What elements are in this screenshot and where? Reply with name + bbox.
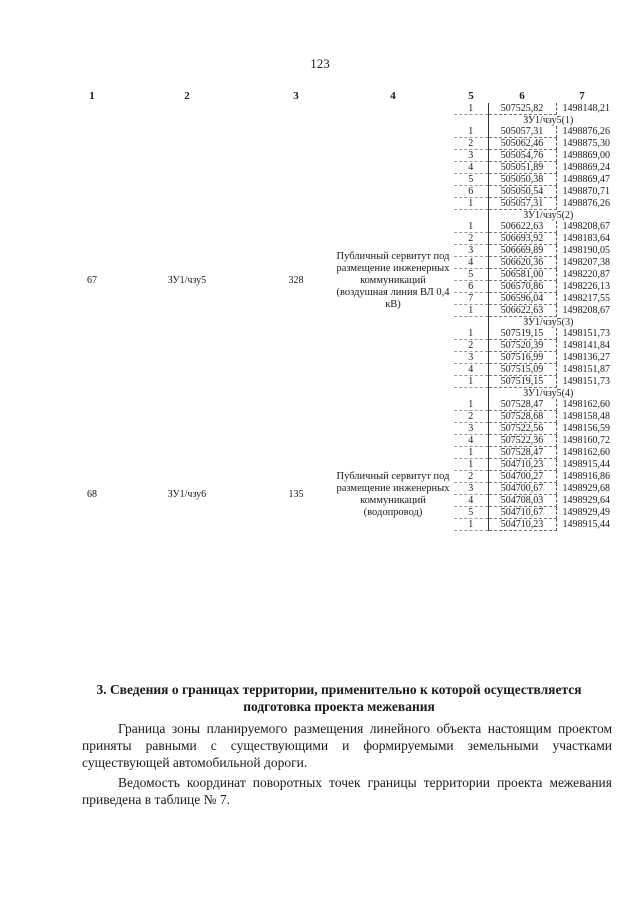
point-number: 2	[454, 233, 488, 245]
coord-y: 1498220,87	[562, 269, 610, 280]
area-value: 328	[288, 275, 304, 287]
paragraph: Ведомость координат поворотных точек границы территории проекта межевания приведена в таблице № 7.	[82, 775, 612, 807]
coord-y: 1498151,73	[562, 376, 610, 387]
point-number: 1	[454, 221, 488, 233]
coord-x: 504700,67	[488, 483, 556, 495]
zone-id: ЗУ1/чзу6	[167, 489, 207, 500]
coord-x: 506581,00	[488, 269, 556, 281]
coord-y: 1498158,48	[562, 411, 610, 422]
paragraph: Граница зоны планируемого размещения линейного объекта настоящим проектом приняты равными с существующими и формируемыми земельными участками существующей автомобильной дороги.	[82, 721, 612, 770]
point-number: 1	[454, 459, 488, 471]
coord-x: 506622,63	[488, 221, 556, 233]
coord-y: 1498876,26	[562, 198, 610, 209]
coord-y: 1498208,67	[562, 305, 610, 316]
coord-y: 1498915,44	[562, 519, 610, 530]
coord-y: 1498148,21	[562, 103, 610, 115]
coordinates-table	[70, 90, 608, 531]
point-number: 3	[454, 423, 488, 435]
coord-y: 1498870,71	[562, 186, 610, 197]
point-number: 3	[454, 352, 488, 364]
point-number: 5	[454, 269, 488, 281]
point-number: 3	[454, 483, 488, 495]
coord-y: 1498869,47	[562, 174, 610, 185]
coord-y: 1498160,72	[562, 435, 610, 446]
coord-x: 507525,82	[488, 103, 556, 115]
record-number: 68	[87, 489, 97, 500]
coord-x: 506669,89	[488, 245, 556, 257]
coord-x: 505050,54	[488, 186, 556, 198]
point-number: 1	[454, 447, 488, 459]
coord-x: 507528,47	[488, 399, 556, 411]
coord-x: 507528,68	[488, 411, 556, 423]
empty-cell	[454, 317, 488, 329]
coord-y: 1498875,30	[562, 138, 610, 149]
column-header: 6	[519, 90, 525, 102]
coord-y: 1498929,49	[562, 507, 610, 518]
coord-x: 506693,92	[488, 233, 556, 245]
coord-x: 507516,99	[488, 352, 556, 364]
coord-x: 505057,31	[488, 198, 556, 210]
coord-y: 1498916,86	[562, 471, 610, 482]
coord-y: 1498183,64	[562, 233, 610, 244]
record-description: Публичный сервитут под размещение инженерных коммуникаций (водопровод)	[336, 470, 450, 518]
coord-x: 505062,46	[488, 138, 556, 150]
subgroup-label: ЗУ1/чзу5(2)	[488, 210, 608, 222]
coord-y: 1498869,24	[562, 162, 610, 173]
point-number: 1	[454, 305, 488, 317]
section-heading: 3. Сведения о границах территории, применительно к которой осуществляется подготовка проекта межевания	[96, 682, 582, 714]
point-number: 1	[454, 126, 488, 138]
coord-x: 505057,31	[488, 126, 556, 138]
point-number: 3	[454, 150, 488, 162]
table-row	[70, 103, 608, 115]
coord-y: 1498156,59	[562, 423, 610, 434]
coord-x: 506570,86	[488, 281, 556, 293]
coord-x: 507522,56	[488, 423, 556, 435]
column-header: 7	[579, 90, 585, 102]
empty-cell	[454, 388, 488, 400]
point-number: 1	[454, 103, 488, 115]
coord-y: 1498190,05	[562, 245, 610, 256]
coord-x: 507522,36	[488, 435, 556, 447]
point-number: 1	[454, 399, 488, 411]
coord-x: 507515,09	[488, 364, 556, 376]
column-header: 4	[390, 90, 396, 102]
coord-x: 505050,38	[488, 174, 556, 186]
coord-x: 507519,15	[488, 328, 556, 340]
point-number: 2	[454, 138, 488, 150]
coord-y: 1498876,26	[562, 126, 610, 138]
point-number: 2	[454, 340, 488, 352]
coord-y: 1498217,55	[562, 293, 610, 304]
point-number: 4	[454, 435, 488, 447]
point-number: 1	[454, 328, 488, 340]
point-number: 4	[454, 495, 488, 507]
subgroup-label: ЗУ1/чзу5(3)	[488, 317, 608, 329]
point-number: 1	[454, 519, 488, 531]
record-description: Публичный сервитут под размещение инженерных коммуникаций (воздушная линия ВЛ 0,4 кВ)	[336, 250, 450, 310]
coord-y: 1498869,00	[562, 150, 610, 161]
empty-cell	[454, 210, 488, 222]
page-number: 123	[310, 56, 330, 71]
coord-y: 1498162,60	[562, 399, 610, 411]
coord-x: 507519,15	[488, 376, 556, 388]
point-number: 2	[454, 471, 488, 483]
subgroup-label: ЗУ1/чзу5(4)	[488, 388, 608, 400]
coord-x: 504710,23	[488, 459, 556, 471]
point-number: 7	[454, 293, 488, 305]
point-number: 1	[454, 198, 488, 210]
coord-y: 1498151,87	[562, 364, 610, 375]
coord-x: 505054,76	[488, 150, 556, 162]
point-number: 5	[454, 507, 488, 519]
coord-x: 505051,89	[488, 162, 556, 174]
coord-x: 504710,23	[488, 519, 556, 531]
coord-x: 507520,39	[488, 340, 556, 352]
coord-x: 507528,47	[488, 447, 556, 459]
subgroup-label: ЗУ1/чзу5(1)	[488, 115, 608, 127]
point-number: 4	[454, 257, 488, 269]
coord-y: 1498208,67	[562, 221, 610, 233]
coord-x: 506620,36	[488, 257, 556, 269]
area-value: 135	[288, 489, 304, 500]
coord-y: 1498207,38	[562, 257, 610, 268]
column-header: 2	[184, 90, 190, 102]
point-number: 2	[454, 411, 488, 423]
point-number: 1	[454, 376, 488, 388]
column-header: 5	[468, 90, 474, 102]
coord-x: 506596,04	[488, 293, 556, 305]
point-number: 5	[454, 174, 488, 186]
coord-y: 1498929,68	[562, 483, 610, 494]
coord-y: 1498929,64	[562, 495, 610, 506]
coord-y: 1498141,84	[562, 340, 610, 351]
column-header: 3	[293, 90, 299, 102]
empty-cell	[454, 115, 488, 127]
table-header-row	[70, 90, 608, 103]
point-number: 4	[454, 364, 488, 376]
coord-x: 504708,03	[488, 495, 556, 507]
table-body	[70, 103, 608, 531]
record-number: 67	[87, 275, 97, 287]
coord-y: 1498915,44	[562, 459, 610, 470]
coord-y: 1498226,13	[562, 281, 610, 292]
point-number: 6	[454, 186, 488, 198]
point-number: 6	[454, 281, 488, 293]
zone-id: ЗУ1/чзу5	[167, 275, 207, 287]
column-header: 1	[89, 90, 95, 102]
coord-y: 1498136,27	[562, 352, 610, 363]
coord-x: 504700,27	[488, 471, 556, 483]
coord-x: 506622,63	[488, 305, 556, 317]
coord-x: 504710,67	[488, 507, 556, 519]
point-number: 4	[454, 162, 488, 174]
coord-y: 1498151,73	[562, 328, 610, 340]
coord-y: 1498162,60	[562, 447, 610, 458]
table-row	[70, 459, 608, 471]
point-number: 3	[454, 245, 488, 257]
